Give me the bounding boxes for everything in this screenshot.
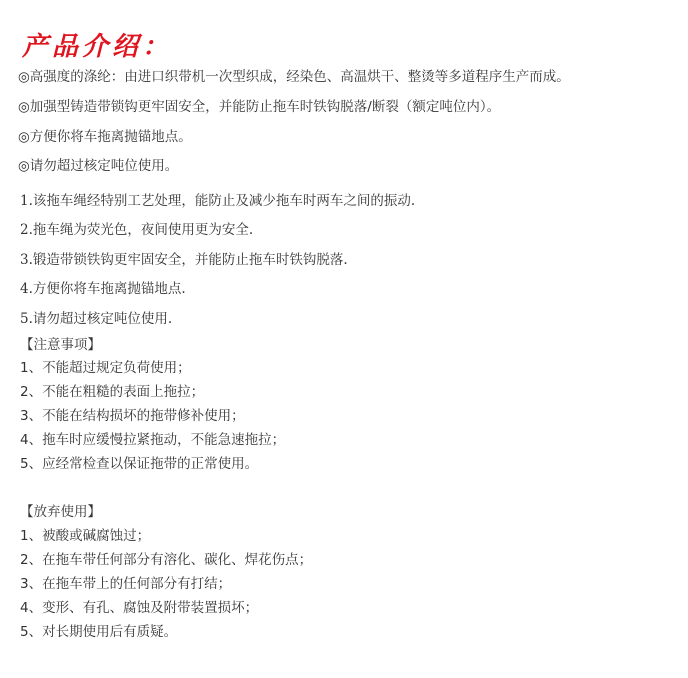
discard-heading: 【放弃使用】 (20, 504, 101, 520)
numbered-item: 4.方便你将车拖离抛锚地点. (20, 281, 186, 297)
numbered-item: 2.拖车绳为荧光色，夜间使用更为安全. (20, 222, 254, 238)
numbered-item: 1.该拖车绳经特别工艺处理，能防止及减少拖车时两车之间的振动. (20, 193, 416, 209)
notice-item: 1、不能超过规定负荷使用； (20, 360, 191, 376)
intro-line: ◎高强度的涤纶：由进口织带机一次型织成，经染色、高温烘干、整烫等多道程序生产而成。 (18, 69, 570, 85)
notice-item: 5、应经常检查以保证拖带的正常使用。 (20, 456, 259, 472)
numbered-item: 5.请勿超过核定吨位使用. (20, 311, 173, 327)
notice-item: 4、拖车时应缓慢拉紧拖动，不能急速拖拉； (20, 432, 286, 448)
intro-line: ◎加强型铸造带锁钩更牢固安全，并能防止拖车时铁钩脱落/断裂（额定吨位内）。 (18, 99, 501, 115)
discard-item: 1、被酸或碱腐蚀过； (20, 528, 151, 544)
notice-item: 3、不能在结构损坏的拖带修补使用； (20, 408, 245, 424)
discard-item: 4、变形、有孔、腐蚀及附带装置损坏； (20, 600, 259, 616)
page-title: 产品介绍： (22, 32, 173, 62)
intro-line: ◎方便你将车拖离抛锚地点。 (18, 129, 192, 145)
discard-item: 5、对长期使用后有质疑。 (20, 624, 178, 640)
discard-item: 2、在拖车带任何部分有溶化、碳化、焊花伤点； (20, 552, 313, 568)
notice-item: 2、不能在粗糙的表面上拖拉； (20, 384, 205, 400)
discard-item: 3、在拖车带上的任何部分有打结； (20, 576, 232, 592)
numbered-item: 3.锻造带锁铁钩更牢固安全，并能防止拖车时铁钩脱落. (20, 252, 348, 268)
intro-line: ◎请勿超过核定吨位使用。 (18, 158, 179, 174)
notice-heading: 【注意事项】 (20, 337, 101, 353)
